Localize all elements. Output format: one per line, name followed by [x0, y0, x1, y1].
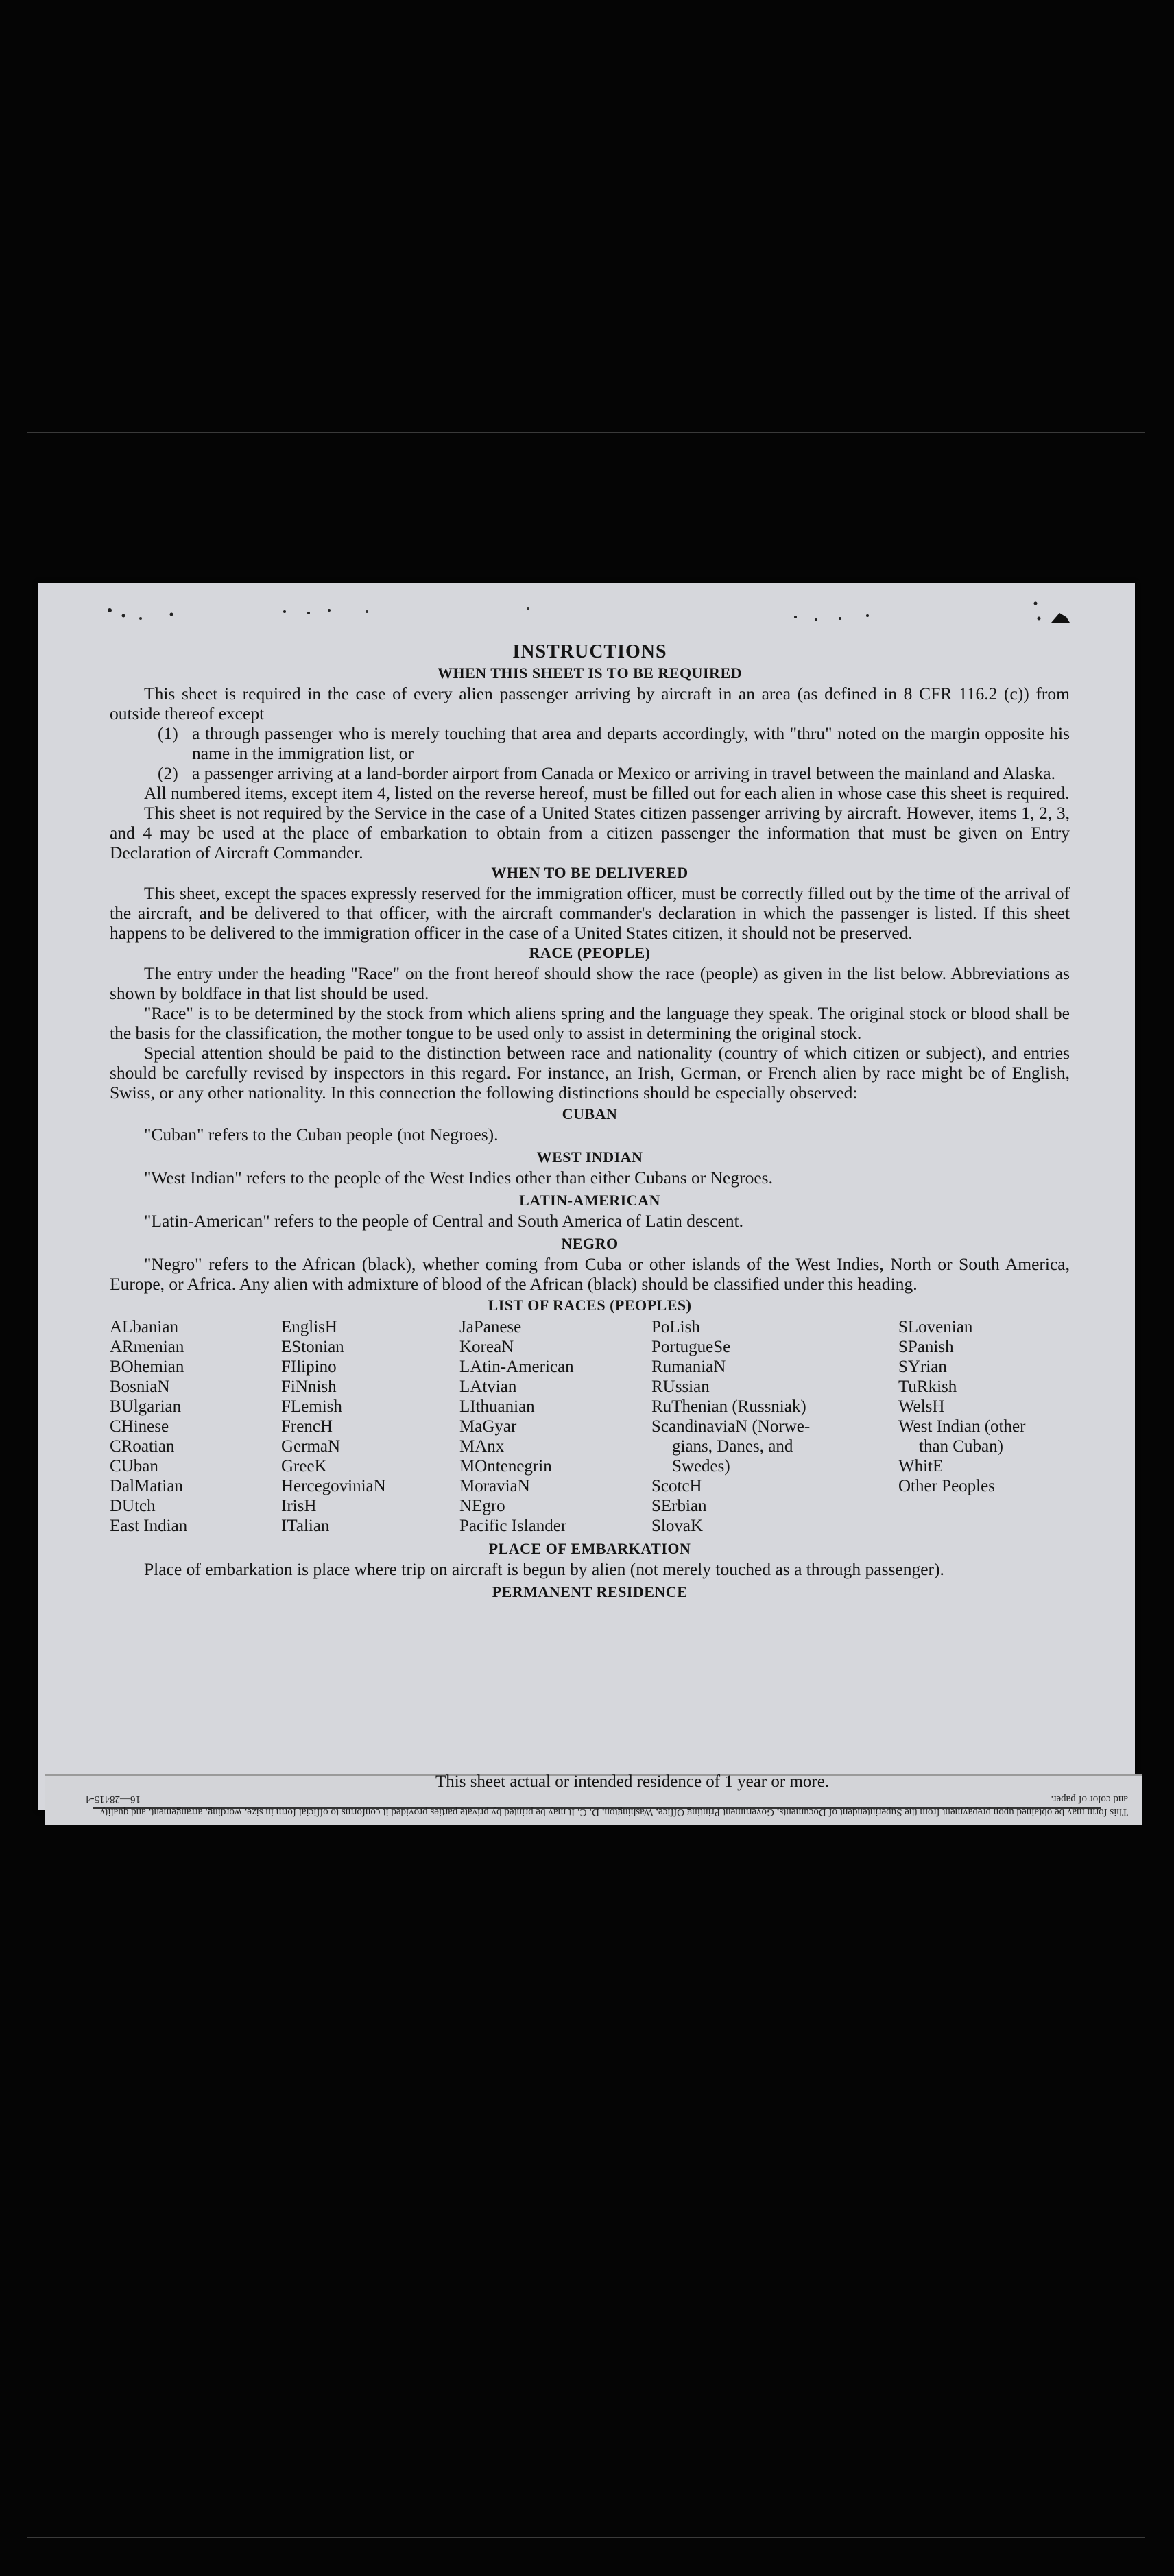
when-required-para-2: All numbered items, except item 4, listed on the reverse hereof, must be filled out for each alien in whose case this sheet is required. — [144, 783, 1070, 803]
race-entry: FIlipino — [281, 1358, 337, 1376]
race-para-3: Special attention should be paid to the distinction between race and nationality (country of which citizen or subject), and entries should be carefully revised by inspectors in this regard. For instance, an Irish, German, or French alien by race might be of English, Swiss, or any other nationality. In this connection the following distinctions should be especially observed: — [110, 1043, 1070, 1103]
scan-artifact-line — [27, 432, 1145, 433]
latin-american-text: "Latin-American" refers to the people of Central and South America of Latin descent. — [144, 1211, 744, 1231]
race-entry: BUlgarian — [110, 1397, 182, 1416]
race-entry: gians, Danes, and — [672, 1437, 793, 1456]
when-required-intro: This sheet is required in the case of every alien passenger arriving by aircraft in an area (as defined in 8 CFR 116.2 (c)) from outside thereof except — [110, 684, 1070, 723]
instructions-body — [110, 641, 1070, 1602]
document-page — [38, 583, 1135, 1818]
race-entry: ARmenian — [110, 1338, 184, 1356]
race-entry: SlovaK — [651, 1517, 703, 1535]
race-entry: BOhemian — [110, 1358, 184, 1376]
race-entry: LAtvian — [459, 1377, 517, 1396]
race-entry: IrisH — [281, 1497, 317, 1515]
race-entry: WhitE — [898, 1457, 944, 1476]
race-entry: KoreaN — [459, 1338, 514, 1356]
place-of-embarkation-text: Place of embarkation is place where trip on aircraft is begun by alien (not merely touched as a through passenger). — [144, 1559, 944, 1579]
west-indian-text: "West Indian" refers to the people of the West Indies other than either Cubans or Negroes. — [144, 1168, 773, 1188]
race-entry: ITalian — [281, 1517, 330, 1535]
race-entry: ALbanian — [110, 1318, 178, 1336]
exception-item-1 — [158, 723, 1070, 763]
race-entry: PoLish — [651, 1318, 700, 1336]
race-entry: GreeK — [281, 1457, 327, 1476]
section-heading-permanent-residence: PERMANENT RESIDENCE — [492, 1583, 688, 1600]
negro-text: "Negro" refers to the African (black), whether coming from Cuba or other islands of the West Indies, North or South America, Europe, or Africa. Any alien with admixture of blood of the African (black) should be classified under this heading. — [110, 1254, 1070, 1294]
race-entry: LAtin-American — [459, 1358, 574, 1376]
scan-artifact-line — [27, 2537, 1145, 2538]
race-entry: Other Peoples — [898, 1477, 995, 1495]
race-entry: RUssian — [651, 1377, 710, 1396]
race-entry: HercegoviniaN — [281, 1477, 386, 1495]
race-entry: MAnx — [459, 1437, 505, 1456]
race-entry: MaGyar — [459, 1417, 517, 1436]
item-number: (1) — [158, 723, 178, 743]
race-entry: MOntenegrin — [459, 1457, 552, 1476]
printing-note: This form may be obtained upon prepayment from the Superintendent of Documents, Government Printing Office, Washington, D. C. It may be printed by private parties provided it conforms to official form in size, wording, arrangement, and quality and color of paper. — [99, 1794, 1128, 1818]
race-entry: East Indian — [110, 1517, 188, 1535]
permanent-residence-text: This sheet actual or intended residence of 1 year or more. — [435, 1772, 830, 1791]
race-entry: than Cuban) — [919, 1437, 1003, 1456]
section-heading-place-of-embarkation: PLACE OF EMBARKATION — [488, 1540, 691, 1557]
section-heading-negro: NEGRO — [561, 1235, 619, 1252]
race-entry: PortugueSe — [651, 1338, 731, 1356]
section-heading-west-indian: WEST INDIAN — [536, 1148, 643, 1166]
race-entry: GermaN — [281, 1437, 341, 1456]
item-text: a through passenger who is merely touching that area and departs accordingly, with "thru" noted on the margin opposite his name in the immigration list, or — [192, 723, 1070, 763]
section-heading-race: RACE (PEOPLE) — [529, 944, 651, 961]
race-entry: FrencH — [281, 1417, 333, 1436]
race-entry: NEgro — [459, 1497, 505, 1515]
race-entry: RuThenian (Russniak) — [651, 1397, 806, 1416]
races-column-4 — [651, 1317, 898, 1536]
race-entry: SErbian — [651, 1497, 707, 1515]
document-title: INSTRUCTIONS — [512, 641, 667, 662]
races-table — [110, 1317, 1070, 1536]
race-entry: WelsH — [898, 1397, 945, 1416]
races-column-1 — [110, 1317, 281, 1536]
race-entry: CUban — [110, 1457, 158, 1476]
race-entry: EnglisH — [281, 1318, 337, 1336]
race-para-2: "Race" is to be determined by the stock from which aliens spring and the language they speak. The original stock or blood shall be the basis for the classification, the mother tongue to be used only to assist in determining the original stock. — [110, 1003, 1070, 1043]
section-heading-cuban: CUBAN — [562, 1105, 618, 1122]
race-entry: Pacific Islander — [459, 1517, 567, 1535]
race-para-1: The entry under the heading "Race" on the front hereof should show the race (people) as given in the list below. Abbreviations as shown by boldface in that list should be used. — [110, 963, 1070, 1003]
race-entry: SLovenian — [898, 1318, 973, 1336]
race-entry: EStonian — [281, 1338, 344, 1356]
section-heading-when-delivered: WHEN TO BE DELIVERED — [491, 864, 688, 881]
section-heading-when-required: WHEN THIS SHEET IS TO BE REQUIRED — [437, 664, 743, 682]
races-column-2 — [281, 1317, 459, 1536]
race-entry: TuRkish — [898, 1377, 957, 1396]
races-column-5 — [898, 1317, 1070, 1536]
when-delivered-text: This sheet, except the spaces expressly reserved for the immigration officer, must be correctly filled out by the time of the arrival of the aircraft, and be delivered to that officer, with the aircraft commander's declaration in which the passenger is listed. If this sheet happens to be delivered to the immigration officer in the case of a United States citizen, it should not be preserved. — [110, 883, 1070, 943]
race-entry: CRoatian — [110, 1437, 175, 1456]
race-entry: West Indian (other — [898, 1417, 1026, 1436]
races-column-3 — [459, 1317, 651, 1536]
race-entry: BosniaN — [110, 1377, 170, 1396]
item-number: (2) — [158, 763, 178, 783]
race-entry: FLemish — [281, 1397, 342, 1416]
item-text: a passenger arriving at a land-border airport from Canada or Mexico or arriving in travel between the mainland and Alaska. — [192, 763, 1055, 783]
race-entry: Swedes) — [672, 1457, 730, 1476]
paper-specks — [38, 583, 1135, 624]
race-entry: DalMatian — [110, 1477, 183, 1495]
section-heading-list-of-races: LIST OF RACES (PEOPLES) — [488, 1297, 692, 1314]
exception-item-2 — [158, 763, 1070, 783]
folded-stub — [45, 1774, 1142, 1825]
when-required-para-3: This sheet is not required by the Service in the case of a United States citizen passenger arriving by aircraft. However, items 1, 2, 3, and 4 may be used at the place of embarkation to obtain from a citizen passenger the information that must be given on Entry Declaration of Aircraft Commander. — [110, 803, 1070, 863]
race-entry: FiNnish — [281, 1377, 337, 1396]
printing-note-inverted — [86, 1792, 1128, 1818]
section-heading-latin-american: LATIN-AMERICAN — [519, 1192, 660, 1209]
race-entry: LIthuanian — [459, 1397, 535, 1416]
race-entry: ScandinaviaN (Norwe- — [651, 1417, 811, 1436]
form-number: 16—28415-4 — [86, 1794, 141, 1805]
race-entry: JaPanese — [459, 1318, 522, 1336]
race-entry: MoraviaN — [459, 1477, 530, 1495]
race-entry: RumaniaN — [651, 1358, 726, 1376]
race-entry: SYrian — [898, 1358, 947, 1376]
race-entry: CHinese — [110, 1417, 169, 1436]
cuban-text: "Cuban" refers to the Cuban people (not Negroes). — [144, 1124, 499, 1144]
race-entry: DUtch — [110, 1497, 156, 1515]
race-entry: ScotcH — [651, 1477, 702, 1495]
race-entry: SPanish — [898, 1338, 954, 1356]
